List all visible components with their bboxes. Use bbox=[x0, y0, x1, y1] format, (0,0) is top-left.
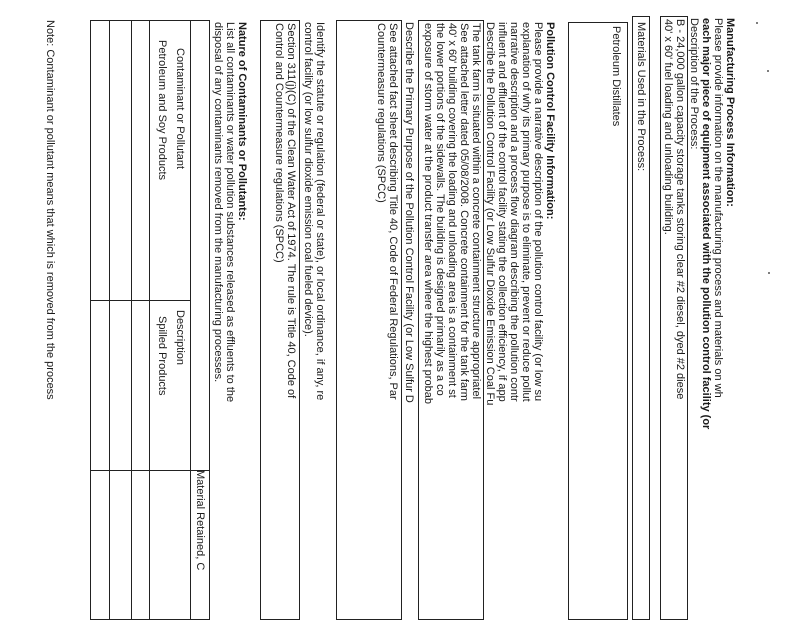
pollution-control-instruction-line-3: narrative description and a process flow diagram describing the pollution contr bbox=[508, 22, 520, 402]
table-row-divider bbox=[149, 20, 150, 620]
facility-description-line-4: the lower portions of the sidewalls. The building is designed primarily as a co bbox=[434, 23, 446, 396]
pollution-control-instruction-line-2: explanation of why its primary purpose is to eliminate, prevent or reduce pollut bbox=[520, 22, 532, 402]
scan-speck bbox=[767, 70, 769, 72]
table-column-divider bbox=[90, 470, 210, 471]
contaminants-instruction-line-2: disposal of any contaminants removed from the manufacturing processes. bbox=[212, 22, 224, 383]
manufacturing-instruction-line-1: Please provide information on the manufacturing process and materials on wh bbox=[712, 18, 724, 398]
statute-answer-line-2: Control and Countermeasure regulations (SPCC) bbox=[273, 23, 285, 263]
facility-description-line-2: See attached letter dated 05/08/2008. Concrete containment for the tank farm bbox=[458, 23, 470, 401]
materials-label: Materials Used in the Process: bbox=[635, 22, 647, 172]
statute-question-line-1: Identify the statute or regulation (federal or state), or local ordinance, if any, re bbox=[314, 22, 326, 401]
facility-description-line-3: 40' x 60' building covering the loading and unloading area is a containment st bbox=[446, 23, 458, 398]
manufacturing-instruction-line-2: each major piece of equipment associated with the pollution control facility (or bbox=[700, 18, 712, 430]
facility-description-line-1: The tank farm is situated within a concrete containment structure appropriatel bbox=[470, 23, 482, 400]
process-description-line-1: B - 24,000 gallon capacity storage tanks storing clear #2 diesel, dyed #2 diese bbox=[674, 19, 686, 400]
table-row-divider bbox=[131, 20, 132, 620]
manufacturing-heading: Manufacturing Process Information: bbox=[724, 18, 736, 207]
contaminants-instruction-line-1: List all contaminants or water pollution substances released as effluents to the bbox=[224, 22, 236, 403]
process-description-label: Description of the Process: bbox=[688, 18, 700, 150]
footnote: Note: Contaminant or pollutant means that which is removed from the process bbox=[44, 20, 56, 400]
contaminants-heading: Nature of Contaminants or Pollutants: bbox=[236, 22, 248, 221]
row-1-description: Spilled Products bbox=[156, 316, 168, 396]
statute-answer-line-1: Section 311(j)(C) of the Clean Water Act of 1974. The rule is Title 40, Code of bbox=[285, 23, 297, 399]
row-1-contaminant: Petroleum and Soy Products bbox=[156, 40, 168, 181]
pollution-control-instruction-line-5: Describe the Pollution Control Facility (or Low Sulfur Dioxide Emission Coal Fu bbox=[484, 22, 496, 406]
scan-speck bbox=[768, 272, 770, 274]
scan-speck bbox=[756, 22, 758, 24]
facility-description-line-5: exposure of storm water at the product transfer area where the highest probab bbox=[422, 23, 434, 404]
pollution-control-heading: Pollution Control Facility Information: bbox=[544, 22, 556, 220]
pollution-control-instruction-line-1: Please provide a narrative description of the pollution control facility (or low su bbox=[532, 22, 544, 402]
table-header-divider bbox=[190, 20, 191, 620]
primary-purpose-line-2: Countermeasure regulations (SPCC) bbox=[375, 23, 387, 203]
table-row-divider bbox=[109, 20, 110, 620]
statute-question-line-2: control facility (or low sulfur dioxide emission coal fueled device). bbox=[302, 22, 314, 337]
primary-purpose-line-1: See attached fact sheet describing Title 40, Code of Federal Regulations, Par bbox=[387, 23, 399, 400]
column-header-material-retained: Material Retained, C bbox=[194, 470, 206, 571]
table-column-divider bbox=[90, 300, 191, 301]
pollution-control-instruction-line-4: influent and effluent of the control facility stating the collection efficiency, if app bbox=[496, 22, 508, 402]
primary-purpose-label: Describe the Primary Purpose of the Pollution Control Facility (or Low Sulfur D bbox=[403, 22, 415, 403]
contaminants-table bbox=[90, 20, 210, 620]
column-header-description: Description bbox=[174, 310, 186, 366]
materials-value: Petroleum Distillates bbox=[610, 26, 622, 127]
column-header-contaminant: Contaminant or Pollutant bbox=[174, 48, 186, 170]
process-description-line-2: 40' x 60' fuel loading and unloading building. bbox=[662, 19, 674, 235]
